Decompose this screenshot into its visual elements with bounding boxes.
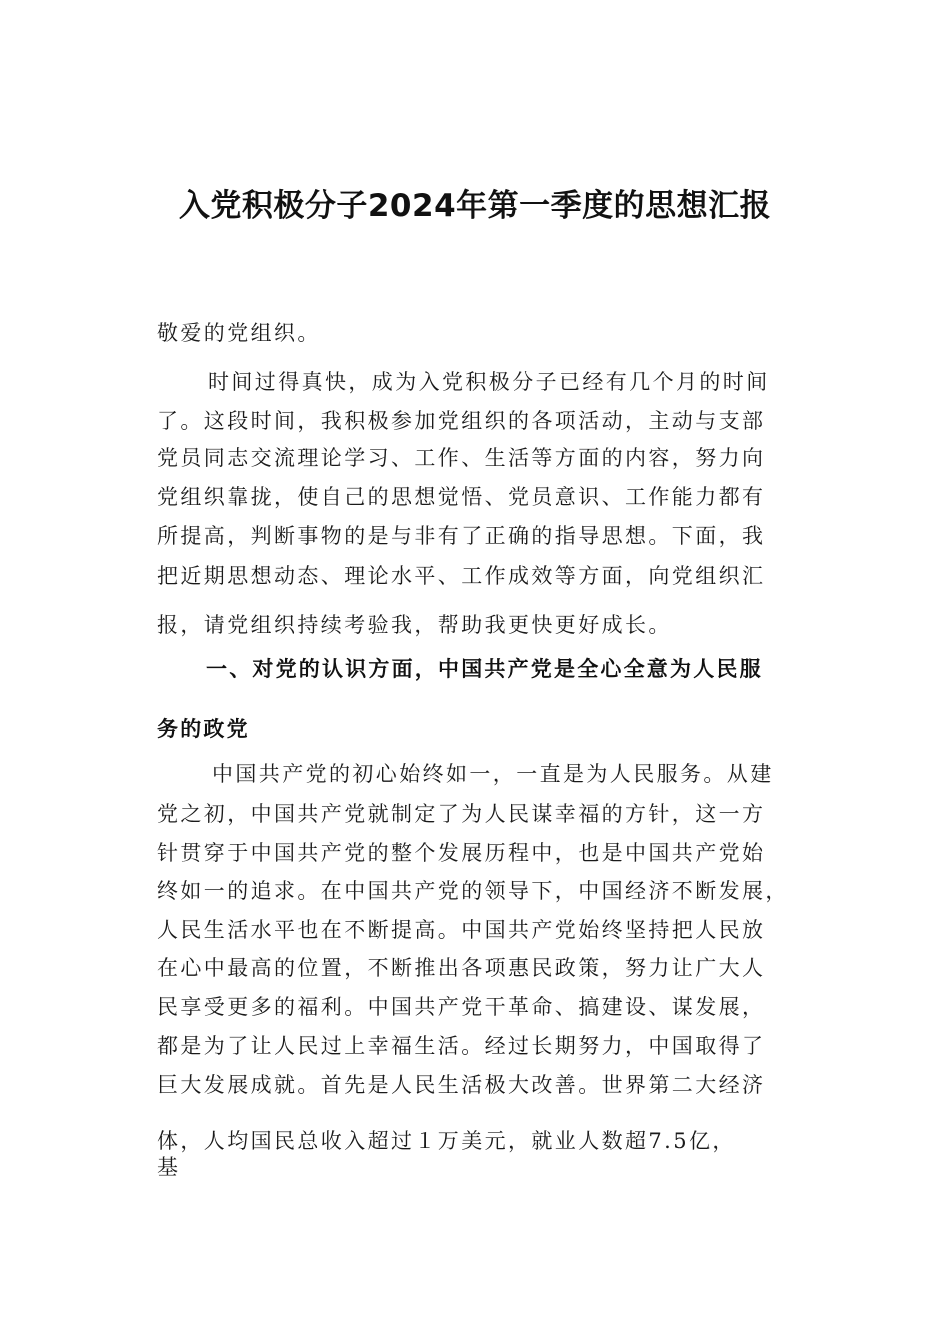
paragraph-1-line: 把近期思想动态、理论水平、工作成效等方面，向党组织汇 — [157, 564, 766, 588]
paragraph-2-line: 党之初，中国共产党就制定了为人民谋幸福的方针，这一方 — [157, 802, 766, 826]
paragraph-1-line: 报，请党组织持续考验我，帮助我更快更好成长。 — [157, 613, 672, 637]
paragraph-2-line: 基 — [157, 1155, 181, 1179]
paragraph-2-line: 人民生活水平也在不断提高。中国共产党始终坚持把人民放 — [157, 918, 766, 942]
paragraph-1-line: 了。这段时间，我积极参加党组织的各项活动，主动与支部 — [157, 409, 766, 433]
paragraph-2-line: 体，人均国民总收入超过１万美元，就业人数超7.5亿， — [157, 1129, 736, 1153]
paragraph-1-line: 所提高，判断事物的是与非有了正确的指导思想。下面，我 — [157, 524, 766, 548]
paragraph-2-line: 针贯穿于中国共产党的整个发展历程中，也是中国共产党始 — [157, 841, 766, 865]
paragraph-2-line: 都是为了让人民过上幸福生活。经过长期努力，中国取得了 — [157, 1034, 766, 1058]
section-heading: 务的政党 — [157, 717, 250, 741]
paragraph-2-line: 巨大发展成就。首先是人民生活极大改善。世界第二大经济 — [157, 1073, 766, 1097]
salutation: 敬爱的党组织。 — [157, 321, 321, 345]
paragraph-1-line: 党员同志交流理论学习、工作、生活等方面的内容，努力向 — [157, 446, 766, 470]
paragraph-1-line: 时间过得真快，成为入党积极分子已经有几个月的时间 — [208, 370, 770, 394]
section-heading: 一、对党的认识方面，中国共产党是全心全意为人民服 — [206, 657, 763, 681]
paragraph-2-line: 在心中最高的位置，不断推出各项惠民政策，努力让广大人 — [157, 956, 766, 980]
paragraph-2-line: 中国共产党的初心始终如一，一直是为人民服务。从建 — [212, 762, 774, 786]
paragraph-1-line: 党组织靠拢，使自己的思想觉悟、党员意识、工作能力都有 — [157, 485, 766, 509]
paragraph-2-line: 民享受更多的福利。中国共产党干革命、搞建设、谋发展， — [157, 995, 766, 1019]
paragraph-2-line: 终如一的追求。在中国共产党的领导下，中国经济不断发展， — [157, 879, 789, 903]
document-title: 入党积极分子2024年第一季度的思想汇报 — [178, 188, 772, 224]
